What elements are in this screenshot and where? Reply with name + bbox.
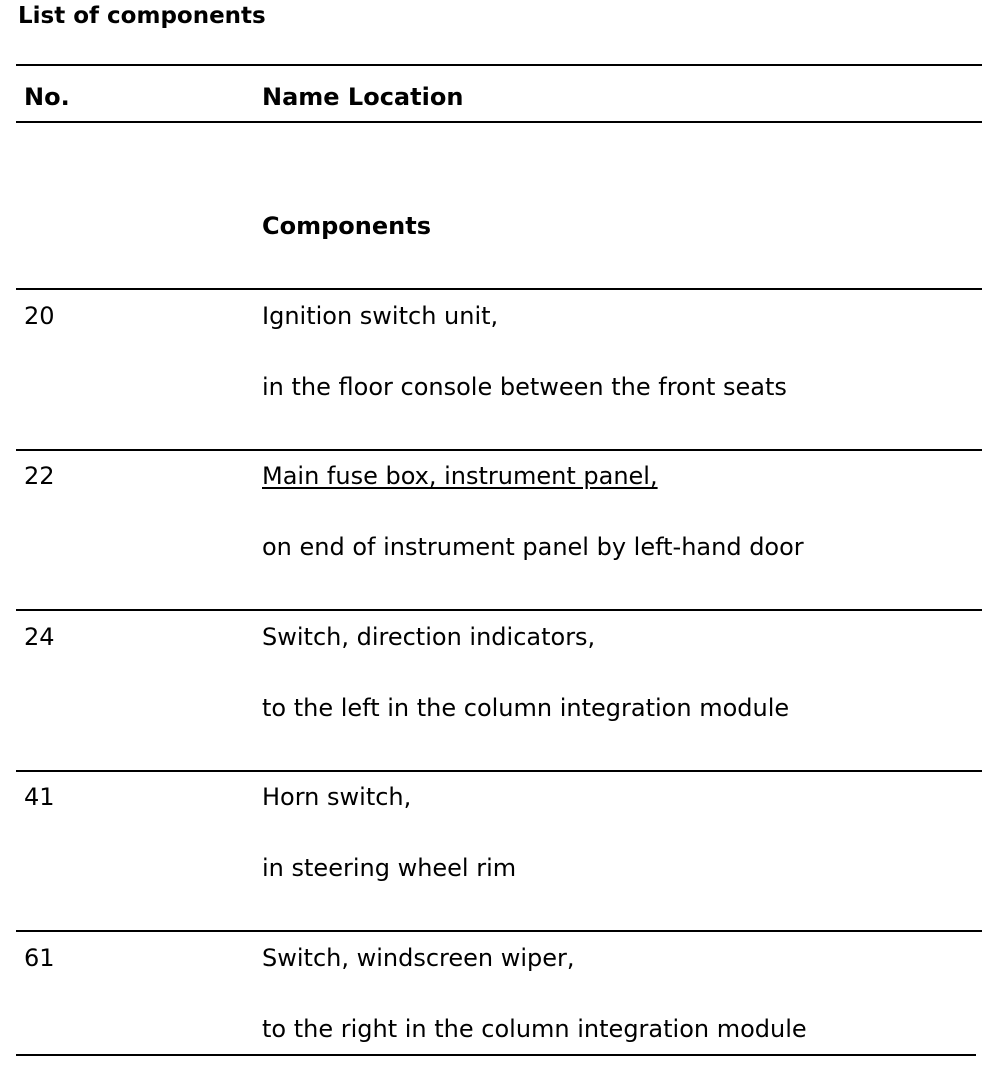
header-name-location: Name Location <box>262 83 464 111</box>
component-location: in steering wheel rim <box>262 854 517 882</box>
row-number: 20 <box>24 302 55 330</box>
component-location: on end of instrument panel by left-hand door <box>262 533 804 561</box>
table-top-rule <box>16 64 982 66</box>
row-number: 22 <box>24 462 55 490</box>
row-number: 41 <box>24 783 55 811</box>
component-name: Switch, direction indicators, <box>262 623 596 651</box>
component-name-link[interactable]: Main fuse box, instrument panel, <box>262 462 658 490</box>
row-divider <box>16 609 982 611</box>
row-divider <box>16 288 982 290</box>
table-bottom-rule <box>16 1054 976 1056</box>
page-title: List of components <box>18 3 266 29</box>
row-divider <box>16 770 982 772</box>
row-number: 24 <box>24 623 55 651</box>
component-name: Ignition switch unit, <box>262 302 499 330</box>
row-divider <box>16 449 982 451</box>
section-heading: Components <box>262 212 431 240</box>
component-location: to the left in the column integration module <box>262 694 790 722</box>
header-no: No. <box>24 83 70 111</box>
component-location: to the right in the column integration module <box>262 1015 807 1043</box>
component-name: Switch, windscreen wiper, <box>262 944 575 972</box>
header-bottom-rule <box>16 121 982 123</box>
component-name: Horn switch, <box>262 783 412 811</box>
row-number: 61 <box>24 944 55 972</box>
component-location: in the floor console between the front seats <box>262 373 787 401</box>
row-divider <box>16 930 982 932</box>
